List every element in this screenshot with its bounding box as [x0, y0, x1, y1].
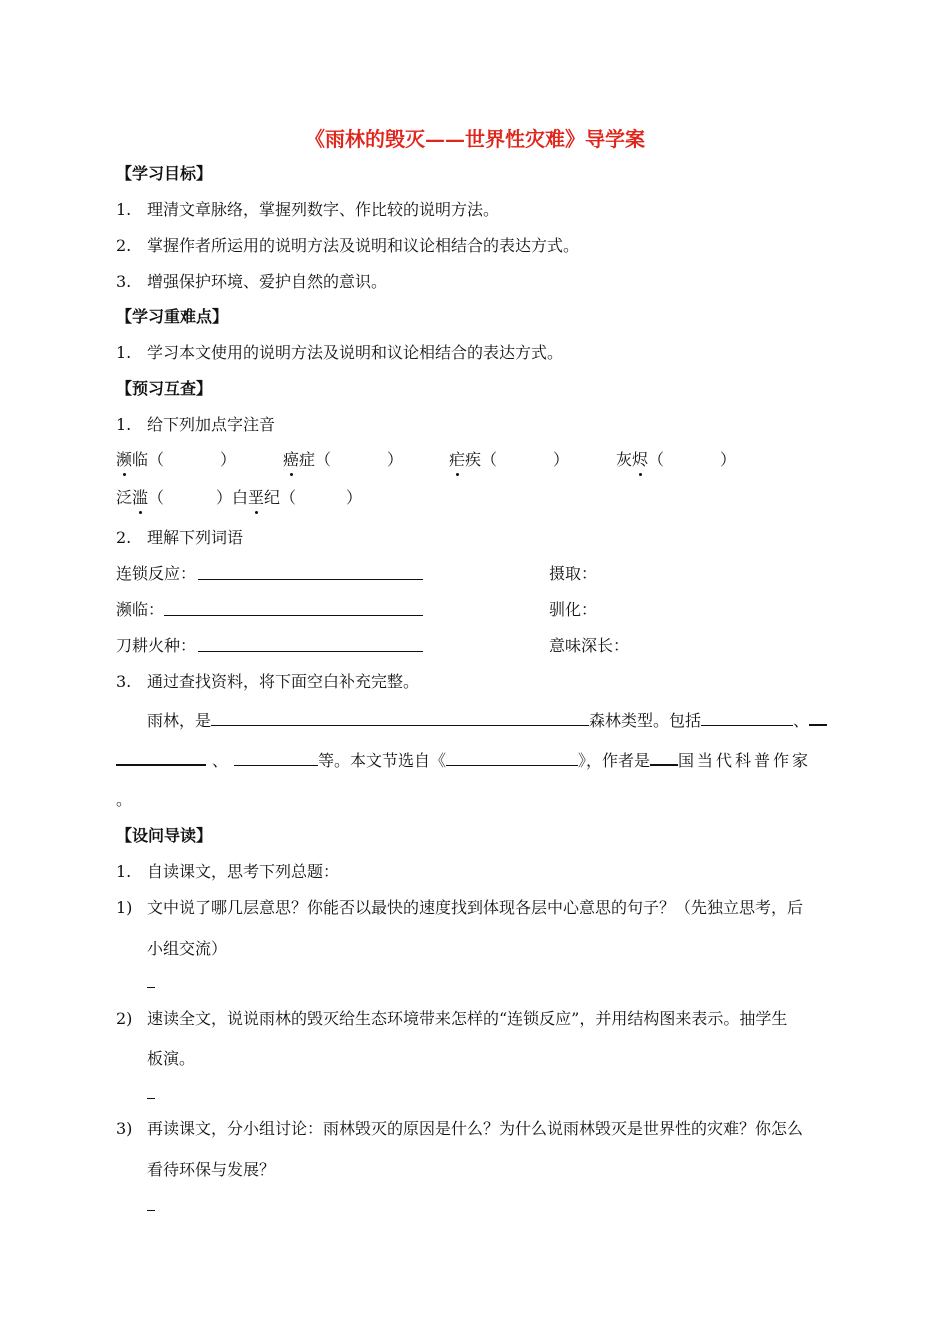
section-heading-preview: 【预习互查】 [116, 379, 213, 398]
dotted-char: 濒 [116, 450, 133, 469]
list-item-number: 3. [116, 272, 132, 291]
sub-question-text: 文中说了哪几层意思？你能否以最快的速度找到体现各层中心意思的句子？（先独立思考，后 [147, 898, 804, 917]
answer-blank[interactable] [234, 749, 318, 766]
answer-blank[interactable] [809, 708, 827, 726]
dotted-char: 垩 [248, 488, 265, 507]
answer-blank[interactable] [446, 749, 578, 766]
list-item: 增强保护环境、爱护自然的意识。 [147, 272, 388, 291]
answer-blank[interactable] [650, 748, 678, 766]
term-label: 驯化： [549, 600, 598, 619]
question-text: 理解下列词语 [147, 528, 244, 547]
question-text: 自读课文，思考下列总题： [147, 862, 340, 881]
fill-in-line-1: 雨林，是 森林类型。包括 、 [147, 708, 827, 731]
sub-question-text: 板演。 [147, 1049, 196, 1068]
answer-blank[interactable] [211, 709, 589, 726]
sub-question-text: 速读全文，说说雨林的毁灭给生态环境带来怎样的“连锁反应”，并用结构图来表示。抽学生 [147, 1009, 788, 1028]
pinyin-item: 癌症（ ） [283, 450, 404, 469]
term-answer-line[interactable] [198, 635, 423, 652]
pinyin-item: 濒临（ ） [116, 450, 237, 469]
term-label: 摄取： [549, 564, 598, 583]
term-answer-line[interactable] [198, 563, 423, 580]
sub-question-number: 3) [116, 1119, 133, 1138]
list-item-number: 1. [116, 343, 132, 362]
section-heading-key-points: 【学习重难点】 [116, 307, 229, 326]
pinyin-item: 疟疾（ ） [449, 450, 570, 469]
sub-question-text: 再读课文，分小组讨论：雨林毁灭的原因是什么？为什么说雨林毁灭是世界性的灾难？你怎么 [147, 1119, 804, 1138]
answer-blank[interactable] [116, 748, 206, 766]
section-heading-guided-reading: 【设问导读】 [116, 826, 213, 845]
question-text: 通过查找资料，将下面空白补充完整。 [147, 672, 420, 691]
sub-question-number: 1) [116, 898, 133, 917]
answer-line[interactable] [147, 987, 155, 988]
answer-blank[interactable] [164, 487, 216, 503]
term-label: 意味深长： [549, 636, 630, 655]
term-label: 濒临： [116, 600, 165, 619]
question-number: 1. [116, 415, 132, 434]
list-item: 理清文章脉络，掌握列数字、作比较的说明方法。 [147, 200, 500, 219]
pinyin-item: 灰烬（ ） [616, 450, 737, 469]
sub-question-number: 2) [116, 1009, 133, 1028]
question-text: 给下列加点字注音 [147, 415, 276, 434]
question-number: 3. [116, 672, 132, 691]
term-answer-line[interactable] [164, 599, 423, 616]
section-heading-objectives: 【学习目标】 [116, 164, 213, 183]
term-label: 刀耕火种： [116, 636, 197, 655]
pinyin-item: 白垩纪（ ） [232, 488, 363, 507]
list-item-number: 2. [116, 236, 132, 255]
answer-blank[interactable] [497, 449, 553, 465]
list-item-number: 1. [116, 200, 132, 219]
term-label: 连锁反应： [116, 564, 197, 583]
question-number: 1. [116, 862, 132, 881]
answer-line[interactable] [147, 1098, 155, 1099]
dotted-char: 疟 [449, 450, 466, 469]
dotted-char: 癌 [283, 450, 300, 469]
pinyin-item: 泛滥（ ） [116, 488, 233, 507]
answer-line[interactable] [147, 1210, 155, 1211]
answer-blank[interactable] [664, 449, 720, 465]
list-item: 掌握作者所运用的说明方法及说明和议论相结合的表达方式。 [147, 236, 580, 255]
fill-in-line-2: 、 等。本文节选自《 》，作者是 国当代科普作家 [116, 748, 811, 771]
sub-question-text: 小组交流） [147, 939, 228, 958]
dotted-char: 烬 [632, 450, 649, 469]
sub-question-text: 看待环保与发展？ [147, 1160, 276, 1179]
dotted-char: 滥 [132, 488, 149, 507]
answer-blank[interactable] [164, 449, 220, 465]
document-title: 《雨林的毁灭——世界性灾难》导学案 [305, 127, 645, 151]
question-number: 2. [116, 528, 132, 547]
answer-blank[interactable] [296, 487, 346, 503]
answer-blank[interactable] [701, 709, 793, 726]
fill-in-line-3: 。 [116, 790, 133, 809]
list-item: 学习本文使用的说明方法及说明和议论相结合的表达方式。 [147, 343, 564, 362]
answer-blank[interactable] [331, 449, 387, 465]
